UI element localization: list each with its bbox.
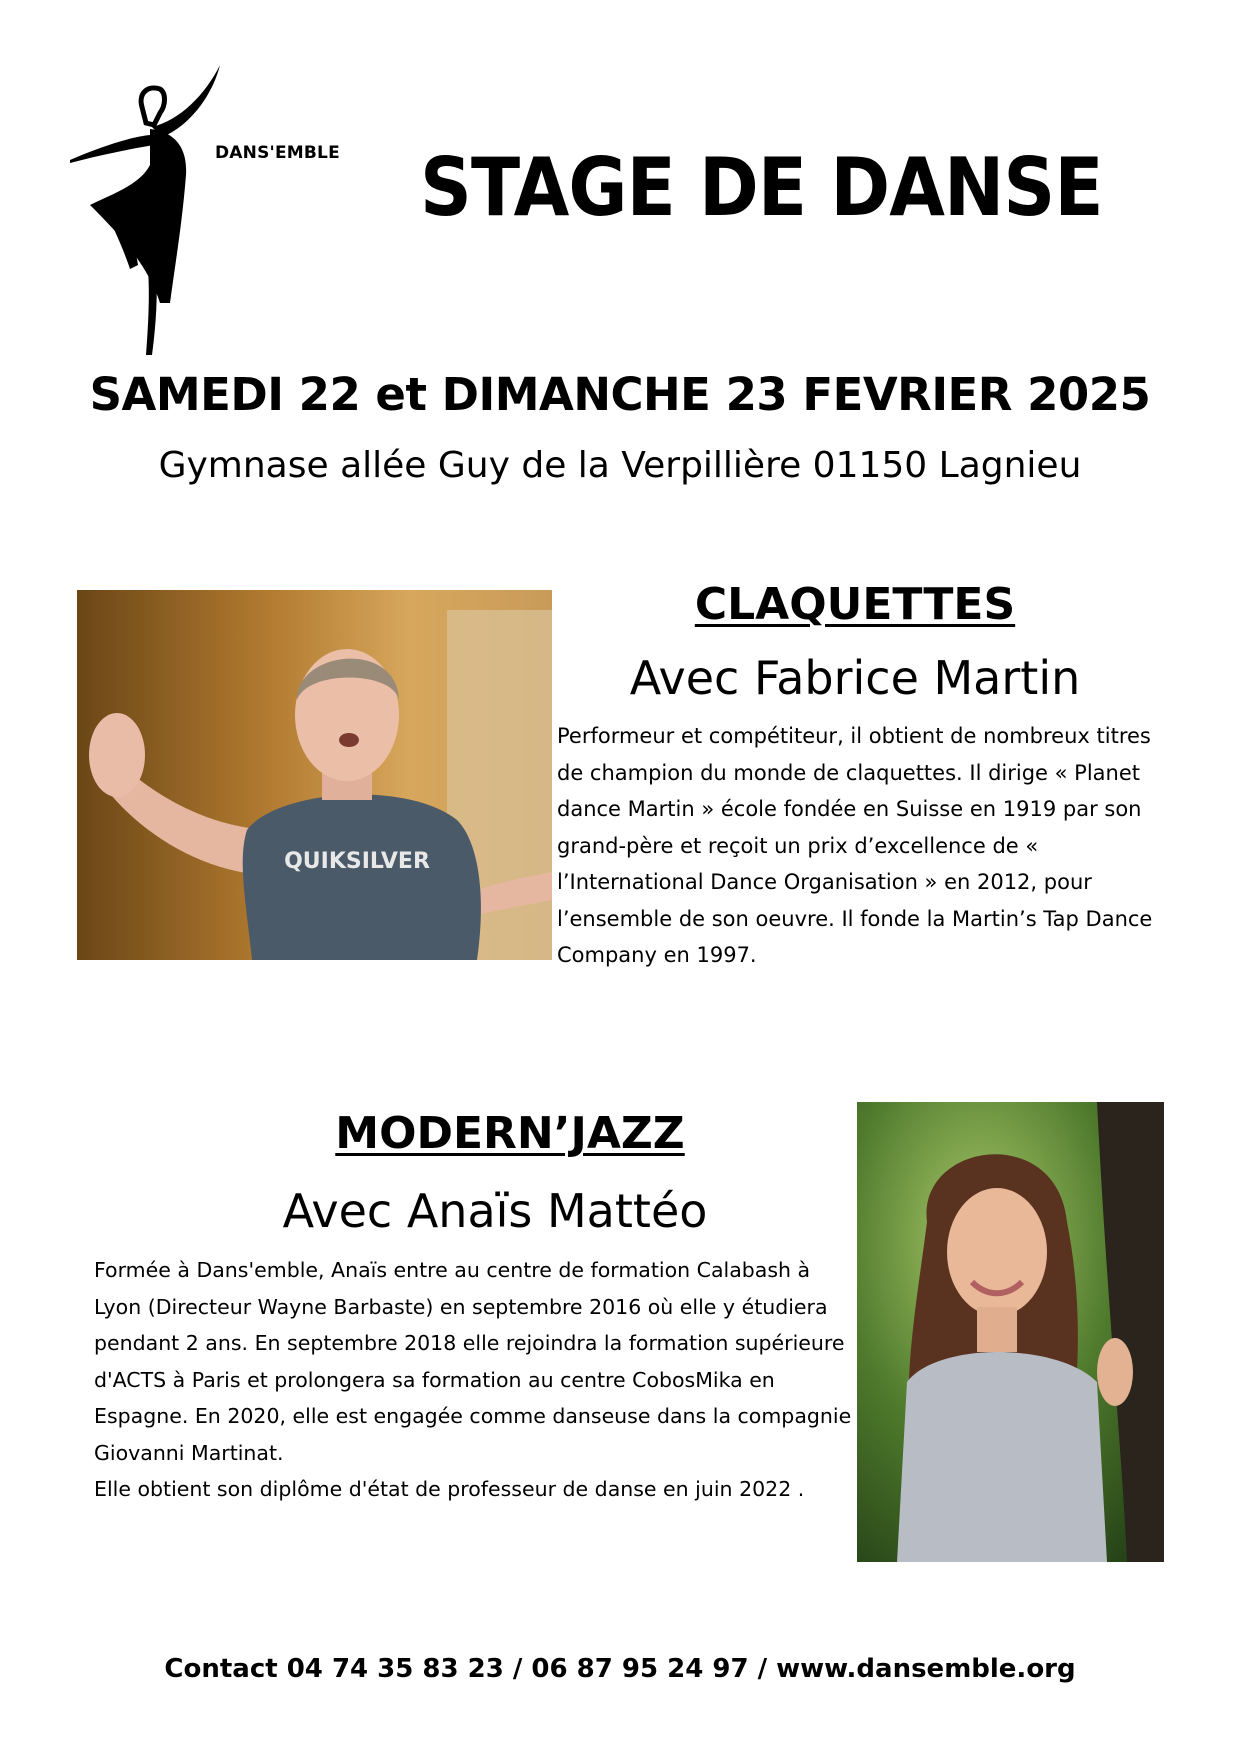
page-title: STAGE DE DANSE [420, 141, 1103, 234]
teacher-photo-fabrice [77, 590, 552, 960]
contact-info: Contact 04 74 35 83 23 / 06 87 95 24 97 / www.dansemble.org [164, 1654, 1076, 1684]
teacher-name-fabrice: Avec Fabrice Martin [629, 651, 1081, 705]
event-dates: SAMEDI 22 et DIMANCHE 23 FEVRIER 2025 [89, 368, 1151, 421]
teacher-bio-fabrice: Performeur et compétiteur, il obtient de nombreux titres de champion du monde de claquettes. Il dirige « Planet dance Martin » école fondée en Suisse en 1919 par son grand-père et reçoit un prix d’excellence de « l’International Dance Organisation » en 2012, pour l’ensemble de son oeuvre. Il fonde la Martin’s Tap Dance Company en 1997. [557, 724, 1153, 967]
brand-name: DANS'EMBLE [215, 143, 340, 163]
teacher-bio-anais [94, 1252, 854, 1508]
bio-paragraph: Formée à Dans'emble, Anaïs entre au centre de formation Calabash à Lyon (Directeur Wayne Barbaste) en septembre 2016 où elle y étudiera pendant 2 ans. En septembre 2018 elle rejoindra la formation supérieure d'ACTS à Paris et prolongera sa formation au centre CobosMika en Espagne. En 2020, elle est engagée comme danseuse dans la compagnie Giovanni Martinat. [94, 1258, 852, 1465]
event-venue: Gymnase allée Guy de la Verpillière 01150 Lagnieu [158, 445, 1082, 486]
shirt-print: QUIKSILVER [284, 849, 430, 874]
dancer-logo [70, 65, 250, 355]
bio-diploma-line: Elle obtient son diplôme d'état de professeur de danse en juin 2022 . [94, 1477, 805, 1501]
teacher-photo-anais [857, 1102, 1164, 1562]
section-title-claquettes: CLAQUETTES [694, 579, 1016, 630]
teacher-name-anais: Avec Anaïs Mattéo [282, 1184, 708, 1238]
section-title-modern-jazz: MODERN’JAZZ [335, 1108, 685, 1159]
